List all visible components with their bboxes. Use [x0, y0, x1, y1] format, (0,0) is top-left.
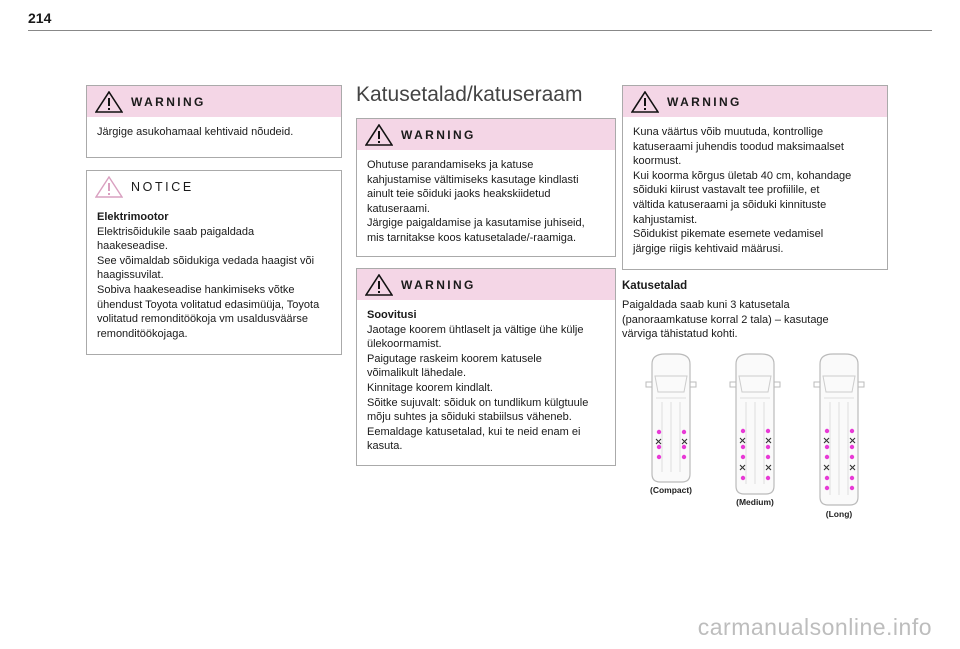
warning-line: ainult teie sõiduki jaoks heakskiidetud [367, 188, 551, 201]
warning-title: WARNING [131, 94, 206, 109]
warning-line: Eemaldage katusetalad, kui te neid enam ei [367, 425, 581, 438]
warning-line: Sõitke sujuvalt: sõiduk on tundlikum külgtuule [367, 396, 589, 409]
warning-triangle-icon [631, 91, 659, 113]
warning-triangle-icon [365, 274, 393, 296]
warning-header [357, 119, 615, 150]
warning-triangle-icon [365, 124, 393, 146]
warning-line: mis tarnitakse koos katusetalade/-raamiga. [367, 231, 577, 244]
top-rule [28, 30, 932, 31]
warning-box-right [622, 85, 888, 270]
notice-header [87, 171, 341, 202]
subtext-line: (panoraamkatuse korral 2 tala) – kasutage [622, 313, 829, 326]
warning-box-left [86, 85, 342, 158]
warning-header [87, 86, 341, 117]
warning-header [357, 269, 615, 300]
watermark: carmanualsonline.info [697, 614, 932, 640]
roof-bar-diagram [630, 348, 880, 523]
warning-triangle-icon [95, 91, 123, 113]
notice-line: volitatud remonditöökoja vm usaldusväärse [97, 313, 308, 326]
notice-line: remonditöökojaga. [97, 327, 188, 340]
notice-box [86, 170, 342, 355]
warning-body [357, 150, 615, 254]
van-compact [646, 354, 696, 495]
subheading: Katusetalad [622, 280, 688, 292]
subheading-text [622, 298, 872, 342]
warning-box-recommendations [356, 268, 616, 466]
warning-line: Sõidukist pikemate esemete vedamisel [633, 228, 824, 241]
warning-line: kahjustamise vältimiseks kasutage kindlasti [367, 173, 579, 186]
warning-title: WARNING [667, 94, 742, 109]
subtext-line: värviga tähistatud kohti. [622, 328, 738, 341]
warning-line: järgige riigis kehtivaid määrusi. [633, 242, 784, 255]
warning-heading: Soovitusi [367, 309, 417, 321]
warning-line: ülekoormamist. [367, 338, 442, 351]
subtext-line: Paigaldada saab kuni 3 katusetala [622, 299, 790, 311]
notice-line: ühendust Toyota volitatud edasimüüja, Toyota [97, 298, 320, 311]
caption-long: (Long) [825, 509, 853, 519]
warning-line: sõiduki kiirust vastavalt tee profiilile, et [633, 184, 820, 197]
notice-line: haagissuvilat. [97, 269, 164, 282]
warning-line: vältida katuseraami ja sõiduki kinnituste [633, 198, 827, 211]
warning-body [357, 300, 615, 462]
notice-body [87, 202, 341, 349]
caption-medium: (Medium) [736, 497, 774, 507]
warning-line: Paigutage raskeim koorem katusele [367, 352, 542, 365]
warning-line: katuseraami juhendis toodud maksimaalset [633, 140, 844, 153]
notice-heading: Elektrimootor [97, 211, 169, 223]
warning-line: võimalikult lähedale. [367, 367, 467, 380]
warning-text: Järgige asukohamaal kehtivaid nõudeid. [97, 126, 294, 138]
warning-header [623, 86, 887, 117]
warning-line: Kinnitage koorem kindlalt. [367, 381, 493, 394]
warning-line: koormust. [633, 155, 682, 168]
page-number: 214 [28, 10, 52, 26]
warning-line: Jaotage koorem ühtlaselt ja vältige ühe külje [367, 323, 584, 336]
warning-line: mõju suhtes ja sõiduki stabiilsus väheneb. [367, 411, 572, 424]
van-long [814, 354, 864, 519]
warning-body [87, 117, 341, 148]
warning-line: Järgige paigaldamise ja kasutamise juhiseid, [367, 217, 585, 230]
warning-line: kahjustamist. [633, 213, 698, 226]
notice-triangle-icon [95, 176, 123, 198]
caption-compact: (Compact) [649, 485, 693, 495]
warning-body [623, 117, 887, 264]
warning-title: WARNING [401, 127, 476, 142]
notice-line: haakeseadise. [97, 240, 168, 253]
notice-line: Sobiva haakeseadise hankimiseks võtke [97, 283, 295, 296]
warning-line: Ohutuse parandamiseks ja katuse [367, 159, 534, 171]
warning-title: WARNING [401, 277, 476, 292]
notice-line: See võimaldab sõidukiga vedada haagist või [97, 254, 315, 267]
van-medium [730, 354, 780, 507]
warning-box-roofrack [356, 118, 616, 257]
warning-line: Kui koorma kõrgus ületab 40 cm, kohandage [633, 169, 852, 182]
warning-line: Kuna väärtus võib muutuda, kontrollige [633, 126, 824, 138]
warning-line: katuseraami. [367, 202, 430, 215]
section-title: Katusetalad/katuseraam [356, 83, 583, 106]
notice-line: Elektrisõidukile saab paigaldada [97, 225, 255, 238]
warning-line: kasuta. [367, 440, 403, 453]
notice-title: NOTICE [131, 179, 194, 194]
